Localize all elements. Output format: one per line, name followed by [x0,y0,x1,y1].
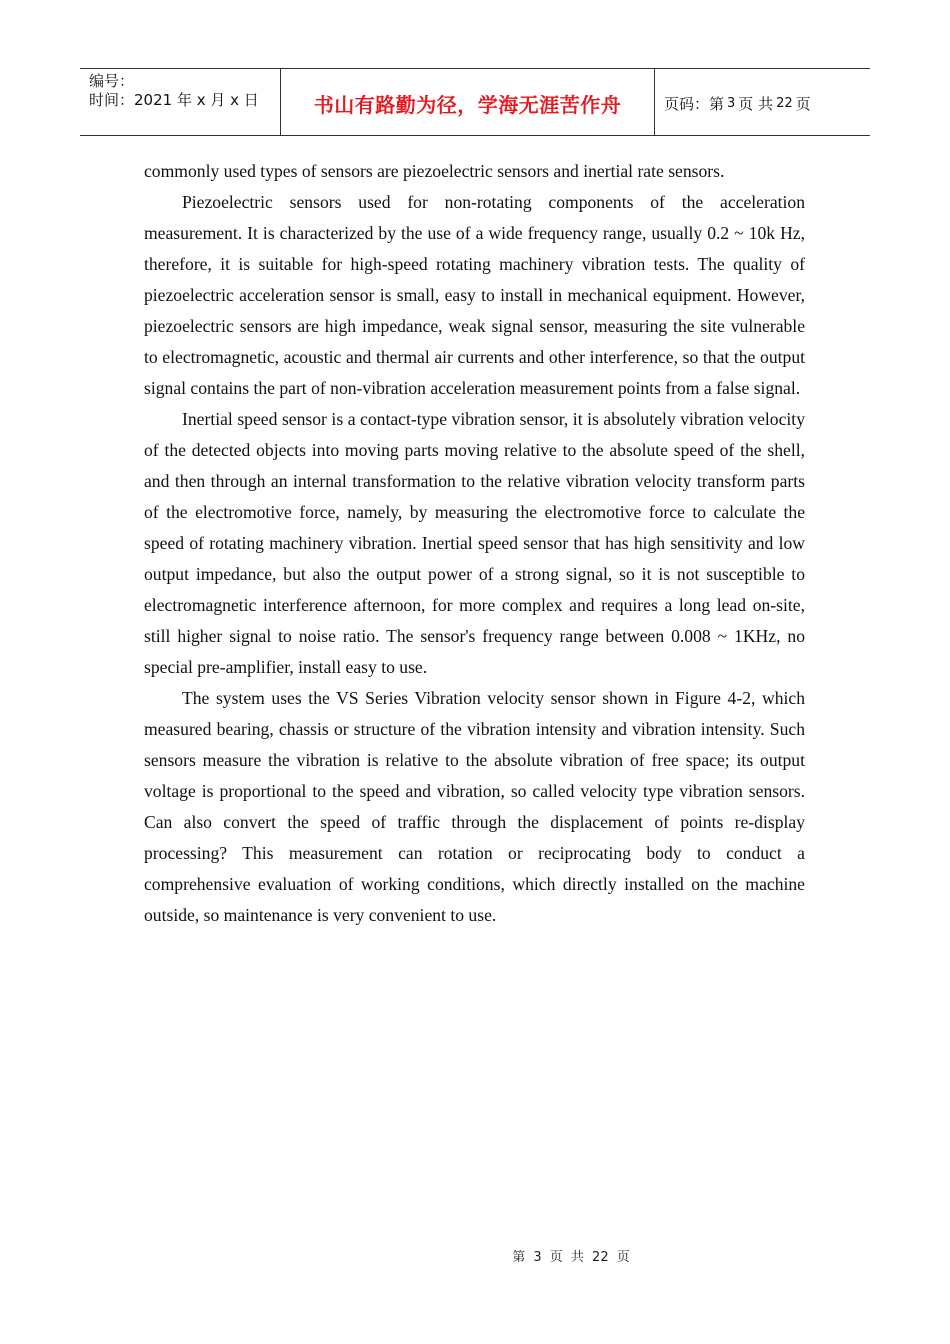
body-paragraph: Piezoelectric sensors used for non-rotating components of the acceleration measurement. It is characterized by the use of a wide frequency range, usually 0.2 ~ 10k Hz, therefore, it is suitable for high-speed rotating machinery vibration tests. The quality of piezoelectric acceleration sensor is small, easy to install in mechanical equipment. However, piezoelectric sensors are high impedance, weak signal sensor, measuring the site vulnerable to electromagnetic, acoustic and thermal air currents and other interference, so that the output signal contains the part of non-vibration acceleration measurement points from a false signal. [144,192,805,398]
document-number-label: 编号： [89,72,135,90]
page-total: 22 [776,95,793,111]
body-paragraph: commonly used types of sensors are piezoelectric sensors and inertial rate sensors. [144,161,725,181]
header-motto: 书山有路勤为径，学海无涯苦作舟 [313,92,622,117]
document-time-label: 时间：2021 年 x 月 x 日 [89,91,259,109]
header-meta-cell [80,69,281,135]
header-motto-cell [281,69,655,135]
document-body [144,156,805,931]
page-header [80,68,870,136]
page-current: 3 [727,95,736,111]
page-footer: 第 3 页 共 22 页 [512,1250,630,1265]
page-suffix: 页 [795,94,811,113]
body-paragraph: The system uses the VS Series Vibration velocity sensor shown in Figure 4-2, which measured bearing, chassis or structure of the vibration intensity and vibration intensity. Such sensors measure the vibration is relative to the absolute vibration of free space; its output voltage is proportional to the speed and vibration, so called velocity type vibration sensors. Can also convert the speed of traffic through the displacement of points re-display processing? This measurement can rotation or reciprocating body to conduct a comprehensive evaluation of working conditions, which directly installed on the machine outside, so maintenance is very convenient to use. [144,688,805,925]
body-paragraph: Inertial speed sensor is a contact-type vibration sensor, it is absolutely vibration velocity of the detected objects into moving parts moving relative to the absolute speed of the shell, and then through an internal transformation to the relative vibration velocity transform parts of the electromotive force, namely, by measuring the electromotive force to calculate the speed of rotating machinery vibration. Inertial speed sensor that has high sensitivity and low output impedance, but also the output power of a strong signal, so it is not susceptible to electromagnetic interference afternoon, for more complex and requires a long lead on-site, still higher signal to noise ratio. The sensor's frequency range between 0.008 ~ 1KHz, no special pre-amplifier, install easy to use. [144,409,805,677]
header-page-cell [655,69,870,135]
page-mid: 页 共 [738,94,774,113]
page-prefix: 页码：第 [664,94,725,113]
